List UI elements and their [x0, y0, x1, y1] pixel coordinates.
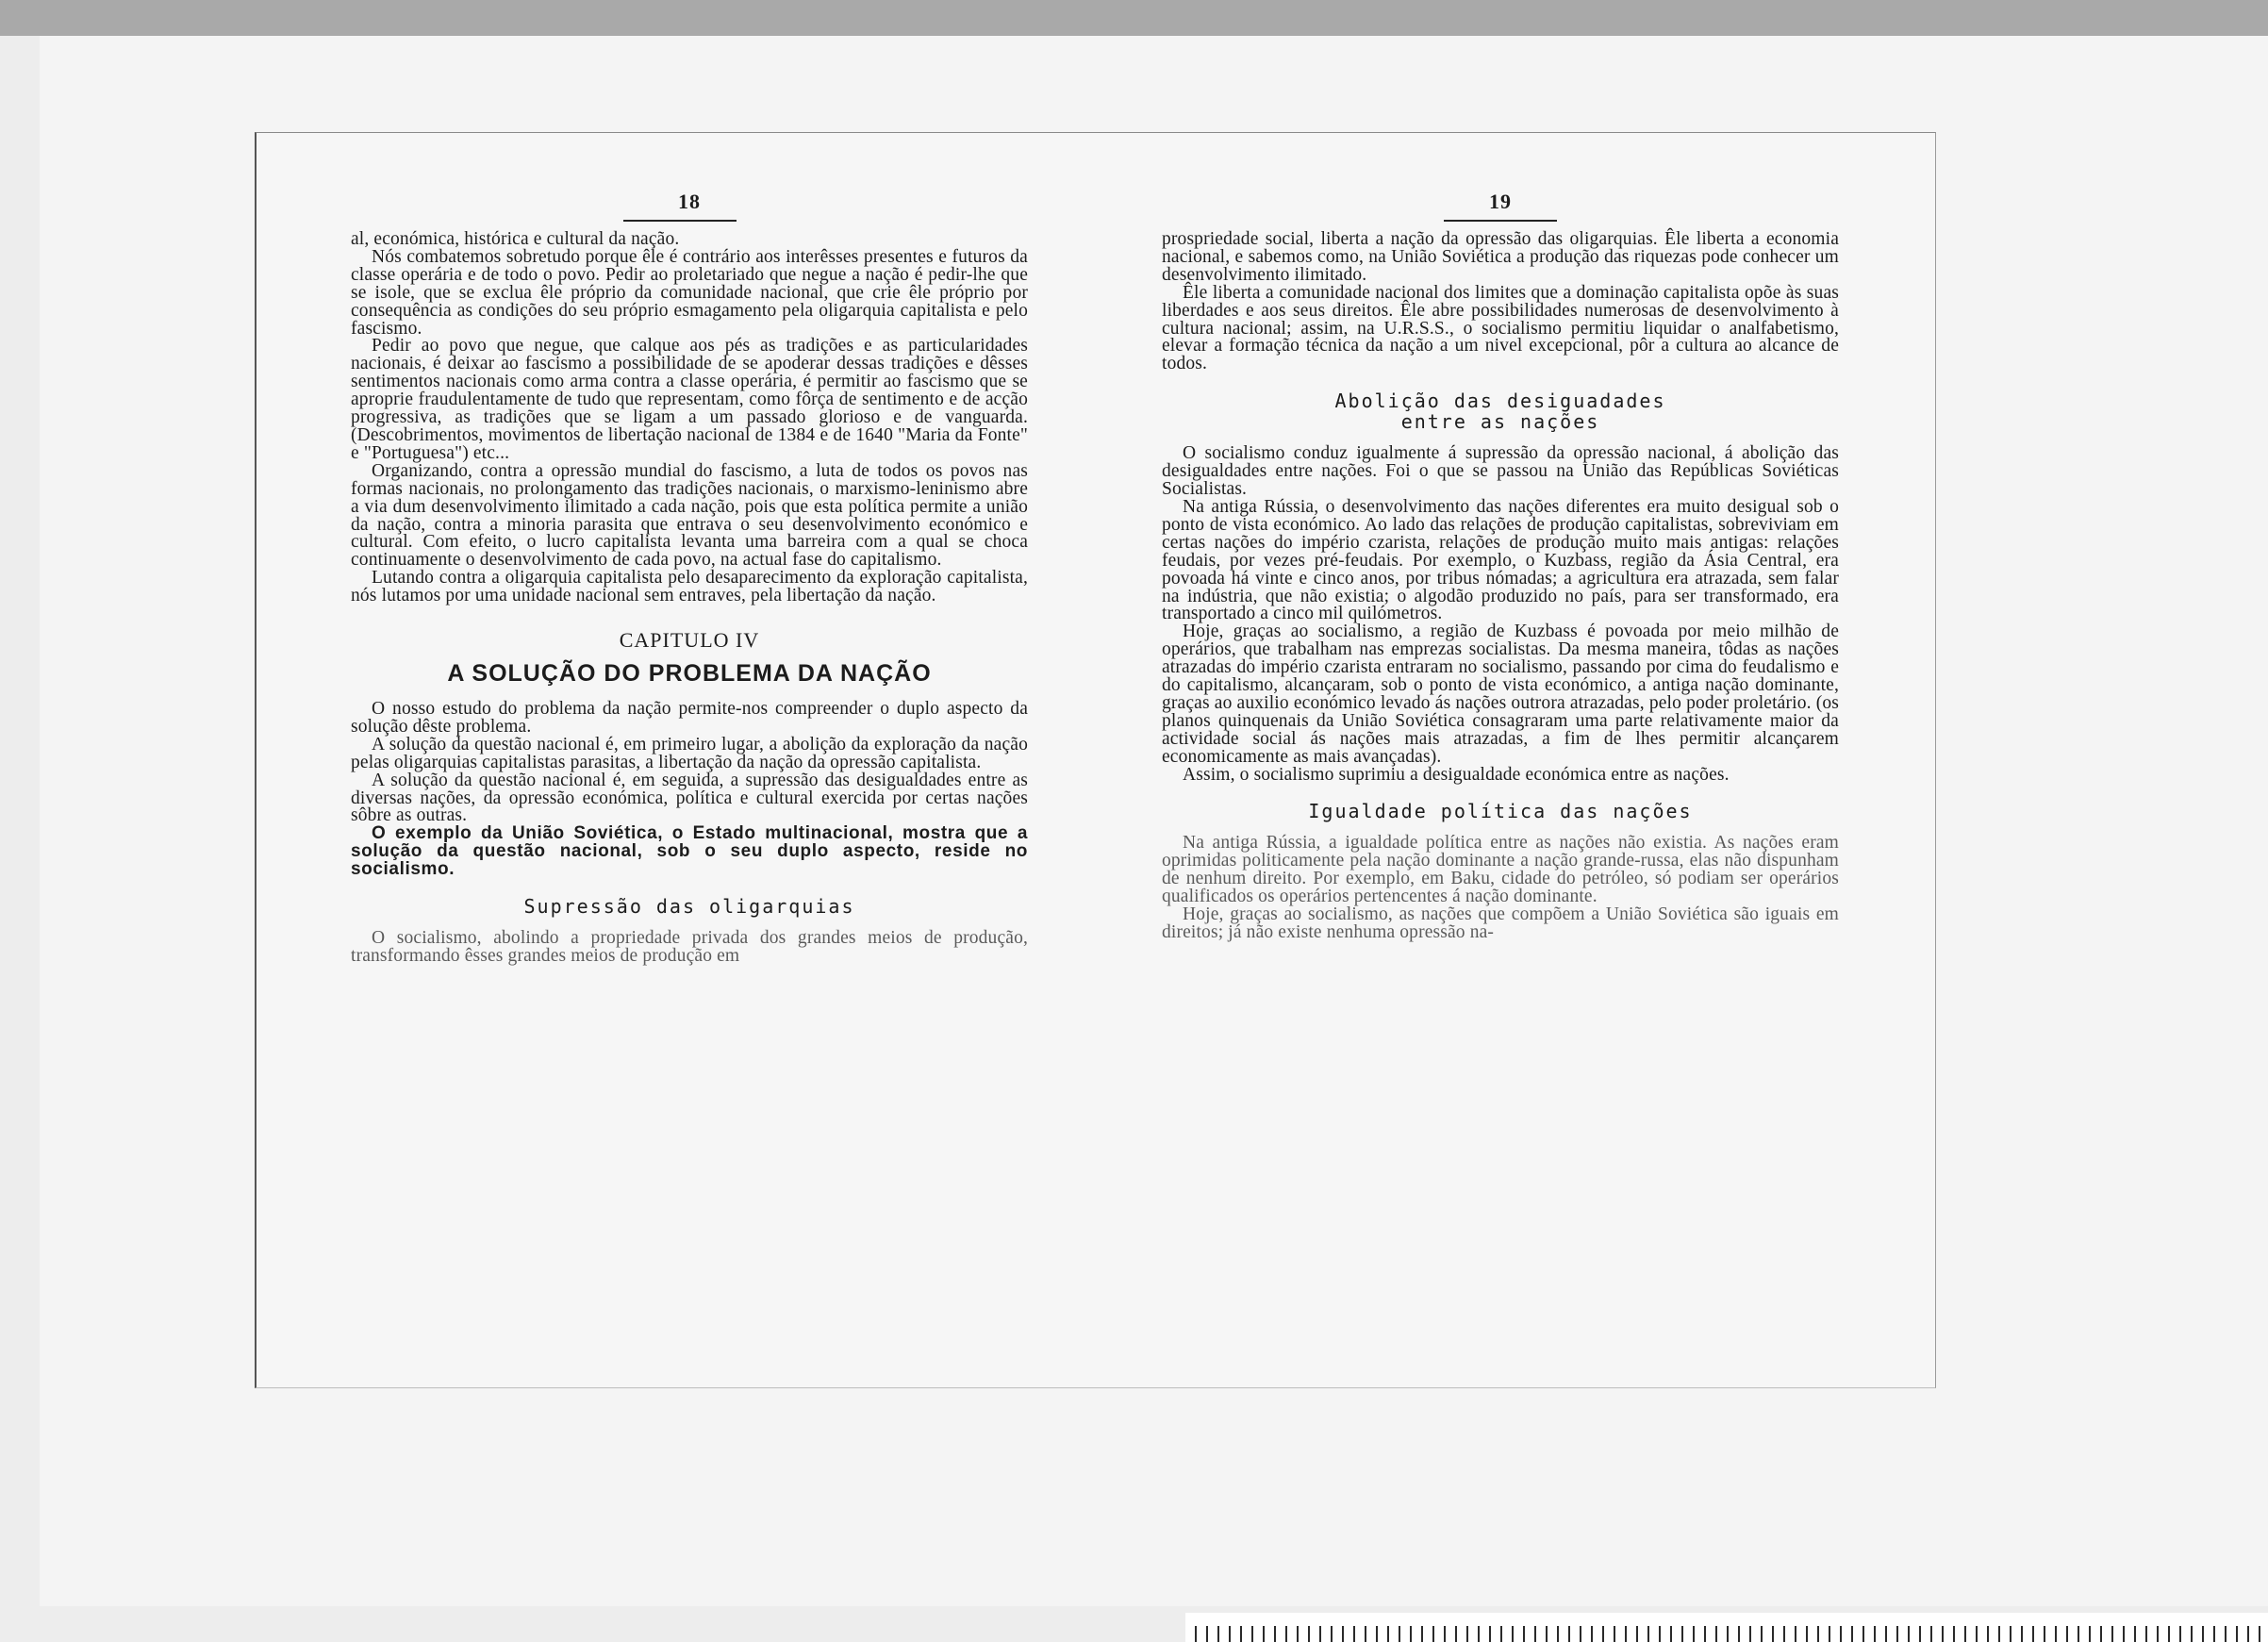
chapter-label: CAPITULO IV	[619, 628, 760, 653]
paragraph: Assim, o socialismo suprimiu a desigualdade económica entre as nações.	[1183, 764, 1730, 785]
paragraph: al, económica, histórica e cultural da nação.	[351, 229, 680, 249]
paragraph: A solução da questão nacional é, em primeiro lugar, a abolição da exploração da nação pelas oligarquias capitalistas parasitas, a libertação da nação da opressão capitalista.	[351, 734, 1028, 772]
section-body-right-2	[1162, 835, 1839, 941]
right-page	[1162, 190, 1839, 942]
paragraph: Hoje, graças ao socialismo, a região de Kuzbass é povoada por meio milhão de operários, que trabalham nas emprezas socialistas. Da mesma maneira, tôdas as nações atrazadas do império czarista entraram no socialismo, passando por cima do feudalismo e do capitalismo, alcançaram, sob o ponto de vista económico, a antiga nação dominante, graças ao auxilio económico levado ás nações outrora atrazadas, pelo poder proletário. (os planos quinquenais da União Soviética consagraram uma parte relativamente maior da actividade social ás nações mais atrazadas, a fim de lhes permitir alcançarem economicamente as mais avançadas).	[1162, 622, 1839, 767]
section-heading-line: entre as nações	[1400, 410, 1600, 434]
top-dark-strip	[0, 0, 2268, 36]
section-heading-oligarquias: Supressão das oligarquias	[523, 895, 855, 919]
paragraph: O socialismo conduz igualmente á supressão da opressão nacional, á abolição das desigualdades entre nações. Foi o que se passou na União das Repúblicas Soviéticas Socialistas.	[1162, 443, 1839, 500]
section-heading-line: Abolição das desiguadades	[1334, 390, 1666, 413]
section-body-left	[351, 930, 1028, 966]
paragraph: Lutando contra a oligarquia capitalista pelo desaparecimento da exploração capitalista, nós lutamos por uma unidade nacional sem entraves, pela libertação da nação.	[351, 568, 1028, 606]
paragraph: Na antiga Rússia, a igualdade política entre as nações não existia. As nações eram oprimidas politicamente pela nação dominante a nação grande-russa, elas não dispunham de nenhum direito. Por exemplo, em Baku, cidade do petróleo, só podiam ser operários qualificados os operários pertencentes á nação dominante.	[1162, 833, 1839, 907]
section-body-right-1	[1162, 445, 1839, 784]
section-heading-desigualdades	[1162, 390, 1839, 432]
page-number-right: 19	[1489, 190, 1512, 213]
chapter-body	[351, 701, 1028, 825]
page-number-left: 18	[678, 190, 701, 213]
paragraph: Êle liberta a comunidade nacional dos limites que a dominação capitalista opõe às suas liberdades e aos seus direitos. Êle abre possibilidades numerosas de desenvolvimento à cultura nacional; assim, na U.R.S.S., o socialismo permitiu liquidar o analfabetismo, elevar a formação técnica da nação a um nivel excepcional, pôr a cultura ao alcance de todos.	[1162, 282, 1839, 374]
scanned-spread	[255, 132, 1936, 1388]
paragraph: Hoje, graças ao socialismo, as nações que compõem a União Soviética são iguais em direitos; já não existe nenhuma opressão na-	[1162, 904, 1839, 942]
left-body	[351, 231, 1028, 605]
right-body	[1162, 231, 1839, 373]
page-number-rule-left	[623, 220, 737, 222]
chapter-title: A SOLUÇÃO DO PROBLEMA DA NAÇÃO	[447, 660, 932, 688]
paragraph: Organizando, contra a opressão mundial do fascismo, a luta de todos os povos nas formas nacionais, no prolongamento das tradições nacionais, o marxismo-leninismo abre a via dum desenvolvimento ilimitado a cada nação, pois que esta política permite a união da nação, contra a minoria parasita que entrava o seu desenvolvimento económico e cultural. Com efeito, o lucro capitalista levanta uma barreira com a qual se choca continuamente o desenvolvimento de cada povo, na actual fase do capitalismo.	[351, 460, 1028, 571]
paragraph: Na antiga Rússia, o desenvolvimento das nações diferentes era muito desigual sob o ponto de vista económico. Ao lado das relações de produção capitalistas, sobreviviam em certas nações do império czarista, relações de produção muito mais antigas: relações feudais, por vezes pré-feudais. Por exemplo, o Kuzbass, região da Ásia Central, era povoada há vinte e cinco anos, por tribus nómadas; a agricultura era atrazada, sem falar na indústria, que não existia; o algodão produzido no país, para ser transformado, era transportado a cinco mil quilómetros.	[1162, 496, 1839, 624]
paragraph: Nós combatemos sobretudo porque êle é contrário aos interêsses presentes e futuros da classe operária e de todo o povo. Pedir ao proletariado que negue a nação é pedir-lhe que se isole, que se exclua êle próprio da comunidade nacional, que crie êle próprio por consequência as condições do seu próprio esmagamento pela oligarquia capitalista e pelo fascismo.	[351, 246, 1028, 339]
section-heading-igualdade: Igualdade política das nações	[1308, 800, 1693, 823]
page-number-rule-right	[1444, 220, 1557, 222]
paragraph: Pedir ao povo que negue, que calque aos pés as tradições e as particularidades nacionais, é deixar ao fascismo a possibilidade de se apoderar dessas tradições e dêsses sentimentos nacionais como arma contra a classe operária, é permitir ao fascismo que se aproprie fraudulentamente de tudo que representam, como fôrça de sentimento e de acção progressiva, as tradições que se ligam a um passado glorioso e de vanguarda. (Descobrimentos, movimentos de libertação nacional de 1384 e de 1640 "Maria da Fonte" e "Portuguesa") etc...	[351, 336, 1028, 463]
paragraph: A solução da questão nacional é, em seguida, a supressão das desigualdades entre as diversas nações, da opressão económica, política e cultural exercida por certas nações sôbre as outras.	[351, 770, 1028, 826]
paragraph: prospriedade social, liberta a nação da opressão das oligarquias. Êle liberta a economia nacional, e sabemos como, na União Soviética a produção das riquezas pode conhecer um desenvolvimento ilimitado.	[1162, 229, 1839, 285]
paragraph: O nosso estudo do problema da nação permite-nos compreender o duplo aspecto da solução dêste problema.	[351, 699, 1028, 737]
paragraph: O socialismo, abolindo a propriedade privada dos grandes meios de produção, transformando êsses grandes meios de produção em	[351, 928, 1028, 966]
left-page	[351, 190, 1028, 966]
scale-ruler	[1185, 1613, 2268, 1642]
emphasis-paragraph: O exemplo da União Soviética, o Estado multinacional, mostra que a solução da questão nacional, sob o seu duplo aspecto, reside no socialismo.	[351, 823, 1028, 880]
